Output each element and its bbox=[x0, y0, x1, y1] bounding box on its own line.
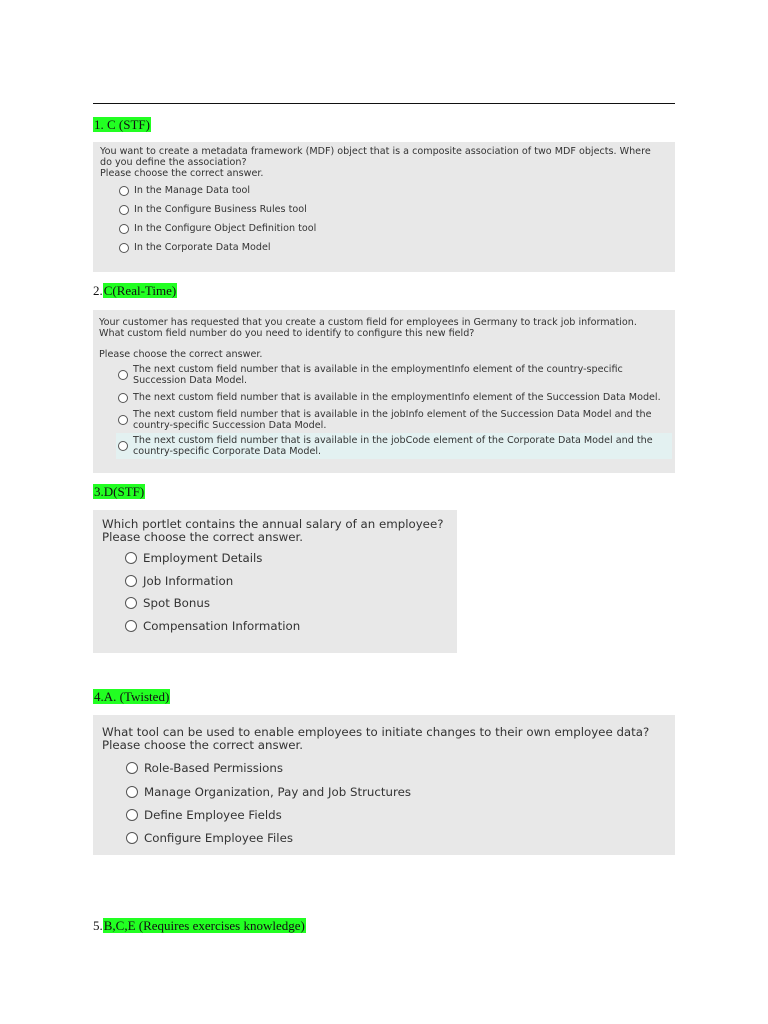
option-1c[interactable]: In the Configure Object Definition tool bbox=[119, 223, 316, 234]
radio-button[interactable] bbox=[126, 809, 138, 821]
answer-label-4: 4.A. (Twisted) bbox=[94, 689, 170, 704]
top-divider bbox=[93, 103, 675, 104]
question-text-4: What tool can be used to enable employees to initiate changes to their own employee data? Please choose the correct answer. bbox=[102, 725, 650, 752]
radio-button[interactable] bbox=[125, 575, 137, 587]
option-3c[interactable]: Spot Bonus bbox=[125, 596, 210, 610]
question-prompt-2: Please choose the correct answer. bbox=[99, 349, 263, 360]
question-text-1: You want to create a metadata framework (MDF) object that is a composite association of two MDF objects. Where do you define the association? Please choose the correct answer. bbox=[100, 146, 651, 179]
radio-button[interactable] bbox=[125, 620, 137, 632]
question-text-2: Your customer has requested that you create a custom field for employees in Germany to track job information. What custom field number do you need to identify to configure this new field? bbox=[99, 317, 637, 339]
radio-button[interactable] bbox=[119, 186, 129, 196]
option-4c[interactable]: Define Employee Fields bbox=[126, 808, 282, 822]
option-2b[interactable]: The next custom field number that is available in the employmentInfo element of the Succession Data Model. bbox=[118, 392, 661, 403]
radio-button[interactable] bbox=[125, 597, 137, 609]
question-card-4 bbox=[93, 715, 675, 855]
option-4b[interactable]: Manage Organization, Pay and Job Structures bbox=[126, 785, 411, 799]
question-card-1 bbox=[93, 142, 675, 272]
radio-button[interactable] bbox=[118, 370, 128, 380]
radio-button[interactable] bbox=[119, 205, 129, 215]
radio-button[interactable] bbox=[126, 832, 138, 844]
option-3b[interactable]: Job Information bbox=[125, 574, 233, 588]
answer-label-1: 1. C (STF) bbox=[94, 117, 150, 132]
option-4a[interactable]: Role-Based Permissions bbox=[126, 761, 283, 775]
question-card-2 bbox=[93, 310, 675, 473]
option-3a[interactable]: Employment Details bbox=[125, 551, 262, 565]
radio-button[interactable] bbox=[118, 415, 128, 425]
answer-label-3: 3.D(STF) bbox=[94, 484, 145, 499]
radio-button[interactable] bbox=[125, 552, 137, 564]
option-2c[interactable]: The next custom field number that is available in the jobInfo element of the Succession Data Model and the country-specific Succession Data Model. bbox=[118, 409, 651, 431]
option-1a[interactable]: In the Manage Data tool bbox=[119, 185, 250, 196]
question-text-3: Which portlet contains the annual salary of an employee? Please choose the correct answer. bbox=[102, 517, 444, 544]
option-2d[interactable]: The next custom field number that is available in the jobCode element of the Corporate Data Model and the country-specific Corporate Data Model. bbox=[116, 433, 672, 459]
option-4d[interactable]: Configure Employee Files bbox=[126, 831, 293, 845]
option-3d[interactable]: Compensation Information bbox=[125, 619, 300, 633]
option-2a[interactable]: The next custom field number that is available in the employmentInfo element of the country-specific Succession Data Model. bbox=[118, 364, 623, 386]
option-1b[interactable]: In the Configure Business Rules tool bbox=[119, 204, 307, 215]
radio-button[interactable] bbox=[126, 762, 138, 774]
radio-button[interactable] bbox=[118, 441, 128, 451]
question-card-3 bbox=[93, 510, 457, 653]
option-1d[interactable]: In the Corporate Data Model bbox=[119, 242, 271, 253]
radio-button[interactable] bbox=[126, 786, 138, 798]
answer-label-5: 5.B,C,E (Requires exercises knowledge) bbox=[93, 918, 305, 933]
radio-button[interactable] bbox=[118, 393, 128, 403]
radio-button[interactable] bbox=[119, 243, 129, 253]
answer-label-2: 2.C(Real-Time) bbox=[93, 283, 177, 298]
radio-button[interactable] bbox=[119, 224, 129, 234]
